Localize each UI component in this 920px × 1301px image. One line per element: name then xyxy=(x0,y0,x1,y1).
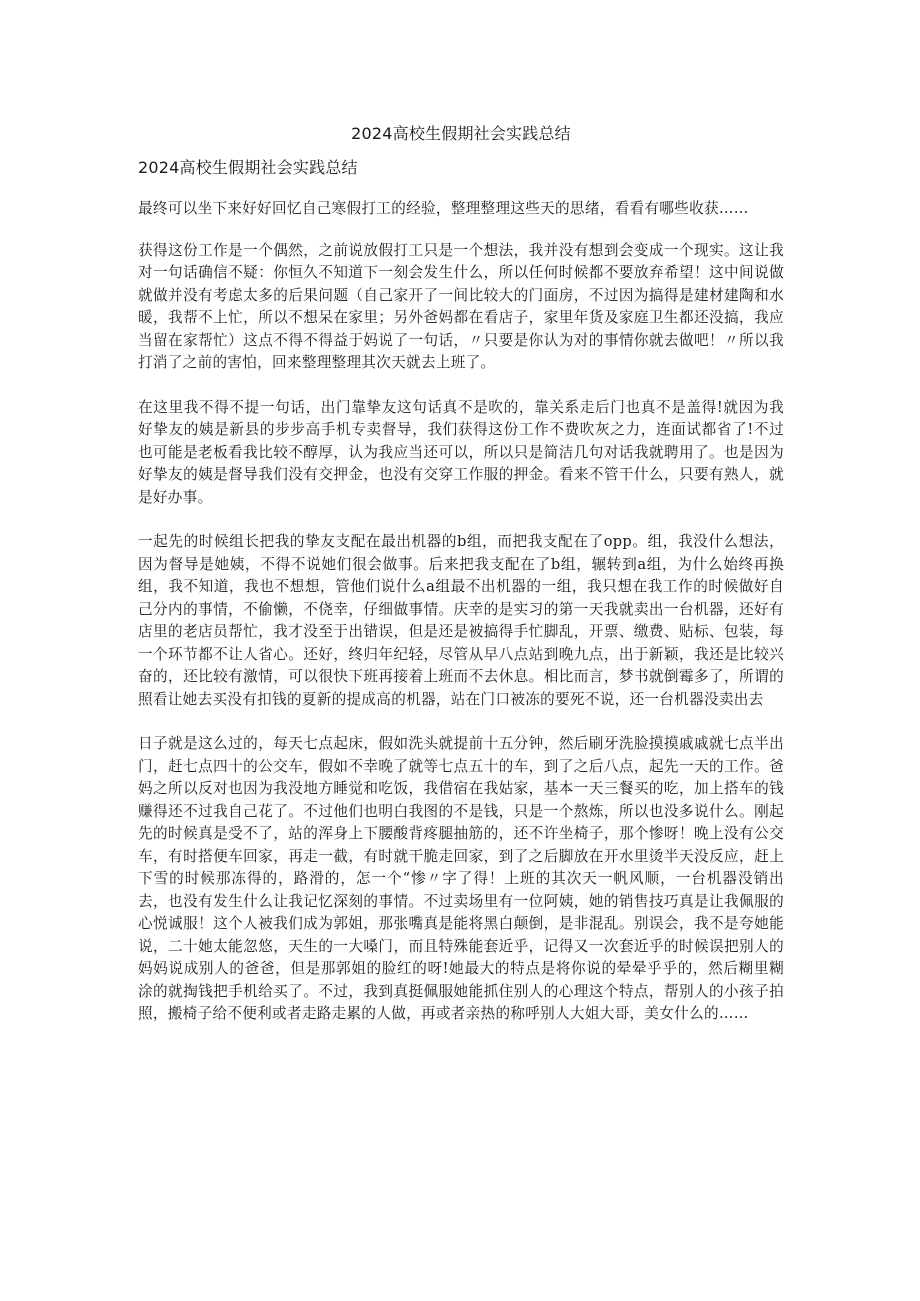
paragraph-intro: 最终可以坐下来好好回忆自己寒假打工的经验，整理整理这些天的思绪，看看有哪些收获…… xyxy=(138,200,749,217)
paragraph-group-assignment: 一起先的时候组长把我的挚友支配在最出机器的b组，而把我支配在了opp。组，我没什么想法，因为督导是她姨，不得不说她们很会做事。后来把我支配在了b组，辗转到a组，为什么始终再换组，我不知道，我也不想想，管他们说什么a组最不出机器的一组，我只想在我工作的时候做好自己分内的事情，不偷懒，不侥幸，仔细做事情。庆幸的是实习的第一天我就卖出一台机器，还好有店里的老店员帮忙，我才没至于出错误，但是还是被搞得手忙脚乱，开票、缴费、贴标、包装，每一个环节都不让人省心。还好，终归年纪轻，尽管从早八点站到晚九点，出于新颖，我还是比较兴奋的，还比较有激情，可以很快下班再接着上班而不去休息。相比而言，梦书就倒霉多了，所谓的照看让她去买没有扣钱的夏新的提成高的机器，站在门口被冻的要死不说，还一台机器没卖出去 xyxy=(138,533,784,708)
paragraph-getting-job: 获得这份工作是一个偶然，之前说放假打工只是一个想法，我并没有想到会变成一个现实。这让我对一句话确信不疑：你恒久不知道下一刻会发生什么，所以任何时候都不要放弃希望！这中间说做就做并没有考虑太多的后果问题（自己家开了一间比较大的门面房，不过因为搞得是建材建陶和水暖，我帮不上忙，所以不想呆在家里；另外爸妈都在看店子，家里年货及家庭卫生都还没搞，我应当留在家帮忙）这点不得不得益于妈说了一句话，〃只要是你认为对的事情你就去做吧！〃所以我打消了之前的害怕，回来整理整理其次天就去上班了。 xyxy=(138,241,784,371)
document-subtitle: 2024高校生假期社会实践总结 xyxy=(138,158,358,177)
document-page xyxy=(138,122,784,1048)
document-title: 2024高校生假期社会实践总结 xyxy=(351,124,571,143)
paragraph-friends-help: 在这里我不得不提一句话，出门靠挚友这句话真不是吹的，靠关系走后门也真不是盖得!就因为我好挚友的姨是新县的步步高手机专卖督导，我们获得这份工作不费吹灰之力，连面试都省了!不过也可能是老板看我比较不醇厚，认为我应当还可以，所以只是简洁几句对话我就聘用了。也是因为好挚友的姨是督导我们没有交押金，也没有交穿工作服的押金。看来不管干什么，只要有熟人，就是好办事。 xyxy=(138,398,784,506)
paragraph-daily-routine: 日子就是这么过的，每天七点起床，假如洗头就提前十五分钟，然后刷牙洗脸摸摸戚戚就七点半出门，赶七点四十的公交车，假如不幸晚了就等七点五十的车，到了之后八点，起先一天的工作。爸妈之所以反对也因为我没地方睡觉和吃饭，我借宿在我姑家，基本一天三餐买的吃，加上搭车的钱赚得还不过我自己花了。不过他们也明白我图的不是钱，只是一个熬炼，所以也没多说什么。刚起先的时候真是受不了，站的浑身上下腰酸背疼腿抽筋的，还不许坐椅子，那个惨呀！晚上没有公交车，有时搭便车回家，再走一截，有时就干脆走回家，到了之后脚放在开水里烫半天没反应，赶上下雪的时候那冻得的，路滑的，怎一个“惨〃字了得！上班的其次天一帆风顺，一台机器没销出去，也没有发生什么让我记忆深刻的事情。不过卖场里有一位阿姨，她的销售技巧真是让我佩服的心悦诚服！这个人被我们成为郭姐，那张嘴真是能将黑白颠倒，是非混乱。别误会，我不是夸她能说，二十她太能忽悠，天生的一大嗓门，而且特殊能套近乎，记得又一次套近乎的时候误把别人的妈妈说成别人的爸爸，但是那郭姐的脸红的呀!她最大的特点是将你说的晕晕乎乎的，然后糊里糊涂的就掏钱把手机给买了。不过，我到真挺佩服她能抓住别人的心理这个特点，帮别人的小孩子拍照，搬椅子给不便利或者走路走累的人做，再或者亲热的称呼别人大姐大哥，美女什么的…… xyxy=(138,735,784,1022)
